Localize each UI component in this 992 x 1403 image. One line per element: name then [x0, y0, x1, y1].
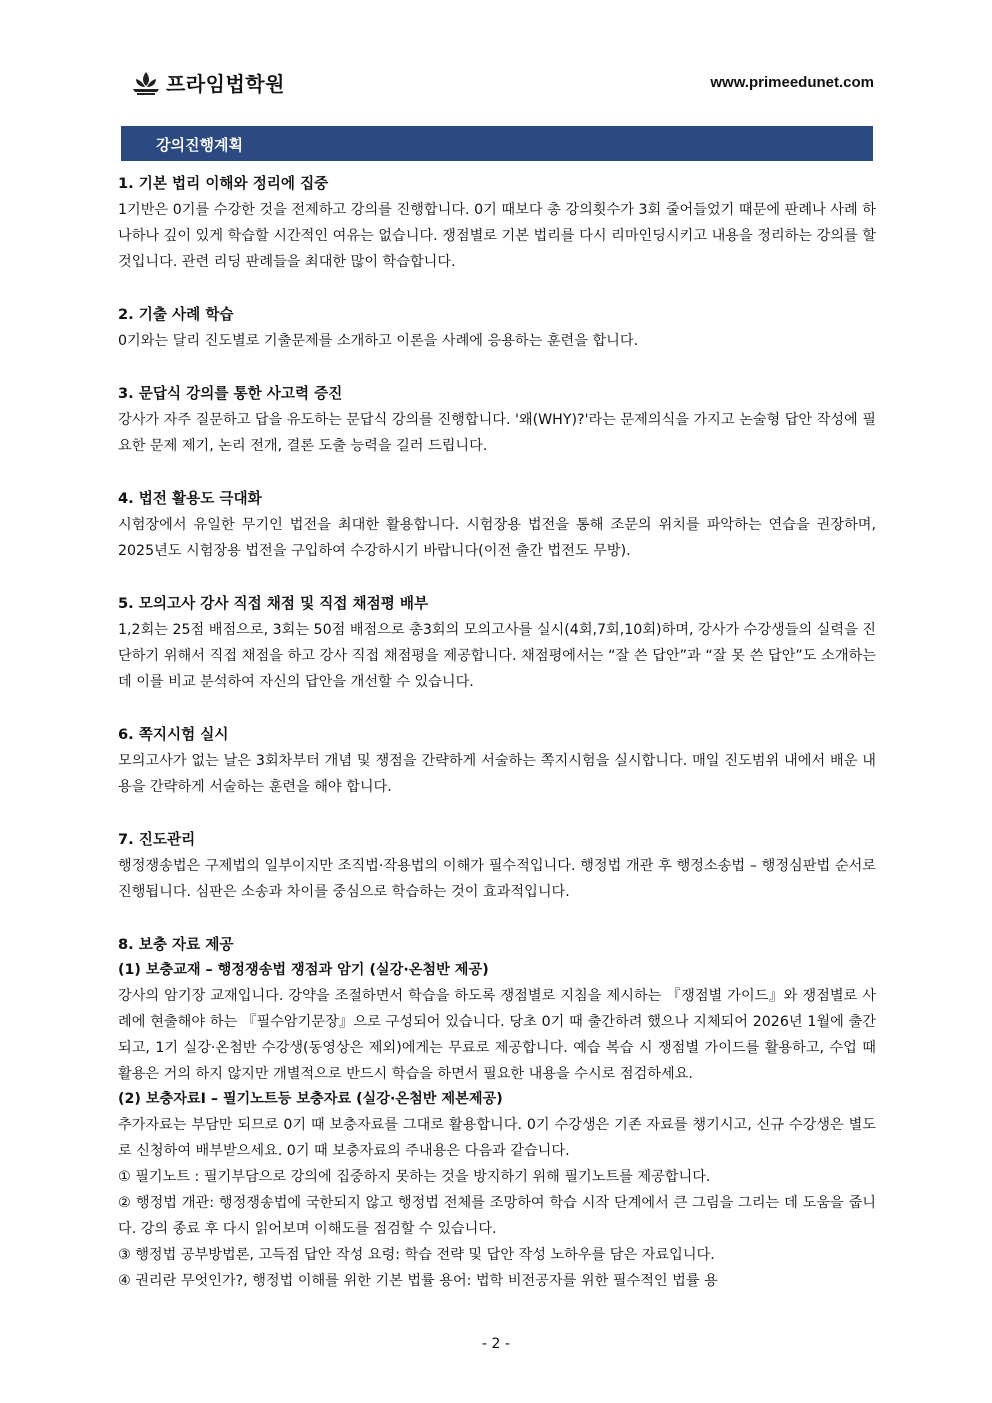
subsection-body: 추가자료는 부담만 되므로 0기 때 보충자료를 그대로 활용합니다. 0기 수강생은 기존 자료를 챙기시고, 신규 수강생은 별도로 신청하여 배부받으세요. 0기 때 보충자료의 주내용은 다음과 같습니다. [118, 1117, 876, 1159]
plan-section [118, 302, 876, 354]
section-body: 1,2회는 25점 배점으로, 3회는 50점 배점으로 총3회의 모의고사를 실시(4회,7회,10회)하며, 강사가 수강생들의 실력을 진단하기 위해서 직접 채점을 하고 강사 직접 채점평을 제공합니다. 채점평에서는 “잘 쓴 답안”과 “잘 못 쓴 답안”도 소개하는데 이를 비교 분석하여 자신의 답안을 개선할 수 있습니다. [118, 622, 876, 690]
plan-section [118, 591, 876, 695]
plan-section [118, 827, 876, 905]
subsection-heading: (2) 보충자료Ⅰ – 필기노트등 보충자료 (실강·온첨반 제본제공) [118, 1091, 503, 1107]
section-heading: 7. 진도관리 [118, 831, 196, 848]
section-title-bar [121, 126, 873, 161]
lecture-plan-content [118, 171, 876, 1294]
logo [132, 68, 285, 97]
section-body: 0기와는 달리 진도별로 기출문제를 소개하고 이론을 사례에 응용하는 훈련을 합니다. [118, 333, 639, 349]
subsection-heading: (1) 보충교재 – 행정쟁송법 쟁점과 암기 (실강·온첨반 제공) [118, 962, 489, 978]
list-item: ④ 권리란 무엇인가?, 행정법 이해를 위한 기본 법률 용어: 법학 비전공자를 위한 필수적인 법률 용 [118, 1273, 718, 1289]
section-heading: 1. 기본 법리 이해와 정리에 집중 [118, 175, 329, 192]
subsection-body: 강사의 암기장 교재입니다. 강약을 조절하면서 학습을 하도록 쟁점별로 지침을 제시하는 『쟁점별 가이드』와 쟁점별로 사례에 현출해야 하는 『필수암기문장』으로 구성되어 있습니다. 당초 0기 때 출간하려 했으나 지체되어 2026년 1월에 출간되고, 1기 실강·온첨반 수강생(동영상은 제외)에게는 무료로 제공합니다. 예습 복습 시 쟁점별 가이드를 활용하고, 수업 때 활용은 거의 하지 않지만 개별적으로 반드시 학습을 하면서 필요한 내용을 수시로 점검하세요. [118, 988, 876, 1082]
logo-text: 프라임법학원 [166, 72, 285, 96]
section-title: 강의진행계획 [156, 136, 243, 154]
section-heading: 3. 문답식 강의를 통한 사고력 증진 [118, 385, 343, 402]
site-url[interactable]: www.primeedunet.com [710, 74, 874, 91]
plan-section-supplement [118, 932, 876, 1294]
section-body: 시험장에서 유일한 무기인 법전을 최대한 활용합니다. 시험장용 법전을 통해 조문의 위치를 파악하는 연습을 권장하며, 2025년도 시험장용 법전을 구입하여 수강하시기 바랍니다(이전 출간 법전도 무방). [118, 517, 876, 559]
section-body: 행정쟁송법은 구제법의 일부이지만 조직법·작용법의 이해가 필수적입니다. 행정법 개관 후 행정소송법 – 행정심판법 순서로 진행됩니다. 심판은 소송과 차이를 중심으로 학습하는 것이 효과적입니다. [118, 858, 876, 900]
plan-section [118, 171, 876, 275]
section-body: 모의고사가 없는 날은 3회차부터 개념 및 쟁점을 간략하게 서술하는 쪽지시험을 실시합니다. 매일 진도범위 내에서 배운 내용을 간략하게 서술하는 훈련을 해야 합니다. [118, 753, 876, 795]
list-item: ① 필기노트 : 필기부담으로 강의에 집중하지 못하는 것을 방지하기 위해 필기노트를 제공합니다. [118, 1169, 711, 1185]
section-body: 강사가 자주 질문하고 답을 유도하는 문답식 강의를 진행합니다. '왜(WHY)?'라는 문제의식을 가지고 논술형 답안 작성에 필요한 문제 제기, 논리 전개, 결론 도출 능력을 길러 드립니다. [118, 412, 876, 454]
lotus-logo-icon [132, 70, 160, 96]
plan-section [118, 722, 876, 800]
section-heading: 8. 보충 자료 제공 [118, 936, 234, 953]
list-item: ② 행정법 개관: 행정쟁송법에 국한되지 않고 행정법 전체를 조망하여 학습 시작 단계에서 큰 그림을 그리는 데 도움을 줍니다. 강의 종료 후 다시 읽어보며 이해도를 점검할 수 있습니다. [118, 1195, 876, 1237]
list-item: ③ 행정법 공부방법론, 고득점 답안 작성 요령: 학습 전략 및 답안 작성 노하우를 담은 자료입니다. [118, 1247, 715, 1263]
section-heading: 4. 법전 활용도 극대화 [118, 490, 262, 507]
section-heading: 2. 기출 사례 학습 [118, 306, 234, 323]
page-header [132, 68, 874, 98]
section-heading: 6. 쪽지시험 실시 [118, 726, 229, 743]
page-number: - 2 - [482, 1336, 510, 1352]
section-heading: 5. 모의고사 강사 직접 채점 및 직접 채점평 배부 [118, 595, 429, 612]
section-body: 1기반은 0기를 수강한 것을 전제하고 강의를 진행합니다. 0기 때보다 총 강의횟수가 3회 줄어들었기 때문에 판례나 사례 하나하나 깊이 있게 학습할 시간적인 여유는 없습니다. 쟁점별로 기본 법리를 다시 리마인딩시키고 내용을 정리하는 강의를 할 것입니다. 관련 리딩 판례들을 최대한 많이 학습합니다. [118, 202, 876, 270]
plan-section [118, 486, 876, 564]
plan-section [118, 381, 876, 459]
